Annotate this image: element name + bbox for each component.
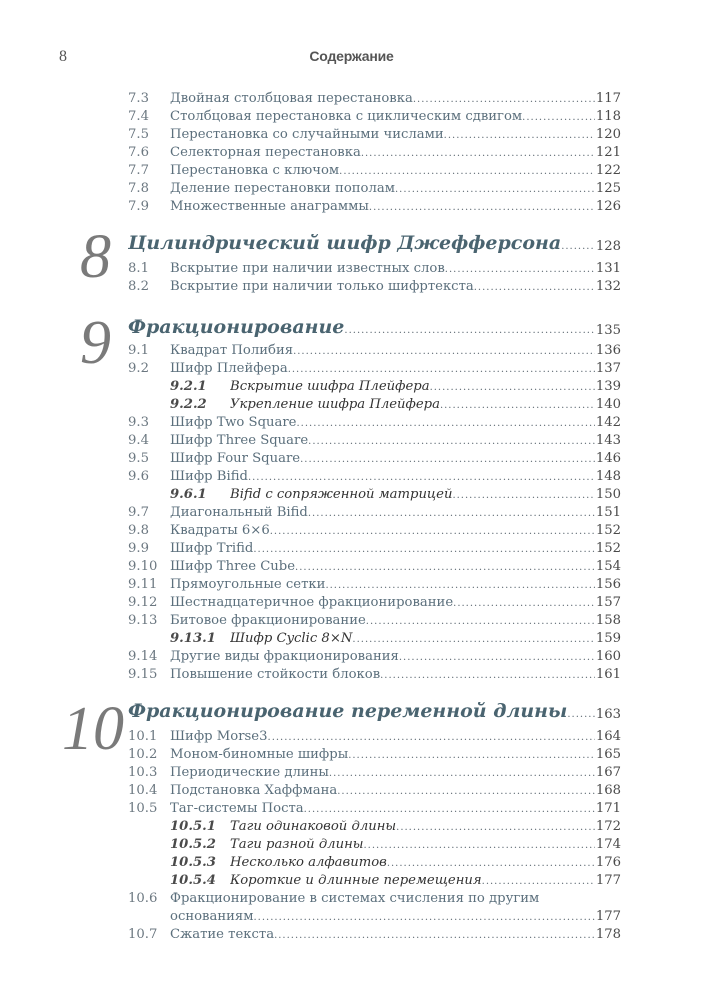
- dot-leader: [288, 361, 621, 379]
- toc-entry-10-3[interactable]: 10.3 Периодические длины ..... 167: [0, 764, 703, 782]
- chapter-number-10: 10: [62, 695, 124, 763]
- dot-leader: [300, 451, 621, 469]
- toc-entry-10-5[interactable]: 10.5 Таг-системы Поста ..... 171: [0, 800, 703, 818]
- running-title: Содержание: [309, 48, 394, 64]
- dot-leader: [337, 783, 621, 801]
- toc-entry-9-9[interactable]: 9.9 Шифр Trifid ..... 152: [0, 540, 703, 558]
- toc-entry-9-6-1[interactable]: 9.6.1 Bifid с сопряженной матрицей ..... 150: [0, 486, 703, 504]
- toc-entry-7-7[interactable]: 7.7 Перестановка с ключом ..... 122: [0, 162, 703, 180]
- toc-entry-7-5[interactable]: 7.5 Перестановка со случайными числами ..... 120: [0, 126, 703, 144]
- dot-leader: [396, 819, 621, 837]
- toc-entry-9-14[interactable]: 9.14 Другие виды фракционирования ..... 160: [0, 648, 703, 666]
- chapter-number-9: 9: [80, 309, 111, 377]
- toc-chapter-9[interactable]: Фракционирование ..... 135: [0, 318, 703, 342]
- dot-leader: [248, 469, 621, 487]
- dot-leader: [348, 747, 621, 765]
- toc-entry-7-8[interactable]: 7.8 Деление перестановки пополам ..... 125: [0, 180, 703, 198]
- toc-entry-10-6-cont[interactable]: основаниям ..... 177: [0, 908, 703, 926]
- dot-leader: [325, 577, 621, 595]
- dot-leader: [380, 667, 621, 685]
- dot-leader: [329, 765, 621, 783]
- toc-entry-9-5[interactable]: 9.5 Шифр Four Square ..... 146: [0, 450, 703, 468]
- dot-leader: [274, 927, 621, 945]
- dot-leader: [270, 523, 621, 541]
- dot-leader: [395, 181, 621, 199]
- dot-leader: [352, 631, 621, 649]
- chapter-number-8: 8: [80, 223, 111, 291]
- toc-entry-10-5-4[interactable]: 10.5.4 Короткие и длинные перемещения ..... 177: [0, 872, 703, 890]
- dot-leader: [268, 729, 621, 747]
- toc-entry-10-1[interactable]: 10.1 Шифр Morse3 ..... 164: [0, 728, 703, 746]
- toc-entry-9-7[interactable]: 9.7 Диагональный Bifid ..... 151: [0, 504, 703, 522]
- toc-entry-8-2[interactable]: 8.2 Вскрытие при наличии только шифртекста ..... 132: [0, 278, 703, 296]
- toc-entry-9-13[interactable]: 9.13 Битовое фракционирование ..... 158: [0, 612, 703, 630]
- dot-leader: [254, 909, 622, 927]
- toc-entry-9-1[interactable]: 9.1 Квадрат Полибия ..... 136: [0, 342, 703, 360]
- dot-leader: [293, 343, 621, 361]
- toc-entry-9-6[interactable]: 9.6 Шифр Bifid ..... 148: [0, 468, 703, 486]
- toc-entry-7-3[interactable]: 7.3 Двойная столбцовая перестановка ..... 117: [0, 90, 703, 108]
- toc-entry-9-8[interactable]: 9.8 Квадраты 6×6 ..... 152: [0, 522, 703, 540]
- toc-entry-9-13-1[interactable]: 9.13.1 Шифр Cyclic 8×N ..... 159: [0, 630, 703, 648]
- toc-entry-9-4[interactable]: 9.4 Шифр Three Square ..... 143: [0, 432, 703, 450]
- dot-leader: [295, 559, 621, 577]
- toc-entry-9-11[interactable]: 9.11 Прямоугольные сетки ..... 156: [0, 576, 703, 594]
- toc-entry-10-6[interactable]: 10.6 Фракционирование в системах счисления по другим: [128, 891, 540, 906]
- dot-leader: [440, 397, 621, 415]
- toc-entry-10-4[interactable]: 10.4 Подстановка Хаффмана ..... 168: [0, 782, 703, 800]
- toc-entry-9-10[interactable]: 9.10 Шифр Three Cube ..... 154: [0, 558, 703, 576]
- dot-leader: [387, 855, 621, 873]
- dot-leader: [339, 163, 621, 181]
- dot-leader: [253, 541, 621, 559]
- toc-entry-9-2-1[interactable]: 9.2.1 Вскрытие шифра Плейфера ..... 139: [0, 378, 703, 396]
- toc-entry-9-15[interactable]: 9.15 Повышение стойкости блоков ..... 161: [0, 666, 703, 684]
- toc-entry-10-7[interactable]: 10.7 Сжатие текста ..... 178: [0, 926, 703, 944]
- dot-leader: [369, 199, 621, 217]
- toc-entry-9-2-2[interactable]: 9.2.2 Укрепление шифра Плейфера ..... 140: [0, 396, 703, 414]
- toc-entry-10-5-3[interactable]: 10.5.3 Несколько алфавитов ..... 176: [0, 854, 703, 872]
- dot-leader: [413, 91, 621, 109]
- toc-chapter-8[interactable]: Цилиндрический шифр Джефферсона ..... 128: [0, 234, 703, 258]
- toc-entry-7-6[interactable]: 7.6 Селекторная перестановка ..... 121: [0, 144, 703, 162]
- dot-leader: [344, 322, 621, 340]
- dot-leader: [399, 649, 621, 667]
- dot-leader: [430, 379, 621, 397]
- toc-entry-7-9[interactable]: 7.9 Множественные анаграммы ..... 126: [0, 198, 703, 216]
- toc-entry-8-1[interactable]: 8.1 Вскрытие при наличии известных слов ..... 131: [0, 260, 703, 278]
- toc-entry-10-5-1[interactable]: 10.5.1 Таги одинаковой длины ..... 172: [0, 818, 703, 836]
- dot-leader: [308, 505, 621, 523]
- toc-entry-9-3[interactable]: 9.3 Шифр Two Square ..... 142: [0, 414, 703, 432]
- dot-leader: [364, 837, 622, 855]
- toc-entry-9-12[interactable]: 9.12 Шестнадцатеричное фракционирование ..... 157: [0, 594, 703, 612]
- dot-leader: [304, 801, 621, 819]
- toc-entry-10-2[interactable]: 10.2 Моном-биномные шифры ..... 165: [0, 746, 703, 764]
- dot-leader: [308, 433, 621, 451]
- toc-entry-10-5-2[interactable]: 10.5.2 Таги разной длины ..... 174: [0, 836, 703, 854]
- dot-leader: [366, 613, 621, 631]
- dot-leader: [361, 145, 621, 163]
- toc-entry-9-2[interactable]: 9.2 Шифр Плейфера ..... 137: [0, 360, 703, 378]
- running-head: [0, 48, 703, 68]
- toc-chapter-10[interactable]: Фракционирование переменной длины ..... 163: [0, 702, 703, 726]
- toc-entry-7-4[interactable]: 7.4 Столбцовая перестановка с циклическим сдвигом ..... 118: [0, 108, 703, 126]
- page-number: 8: [59, 48, 67, 65]
- dot-leader: [296, 415, 621, 433]
